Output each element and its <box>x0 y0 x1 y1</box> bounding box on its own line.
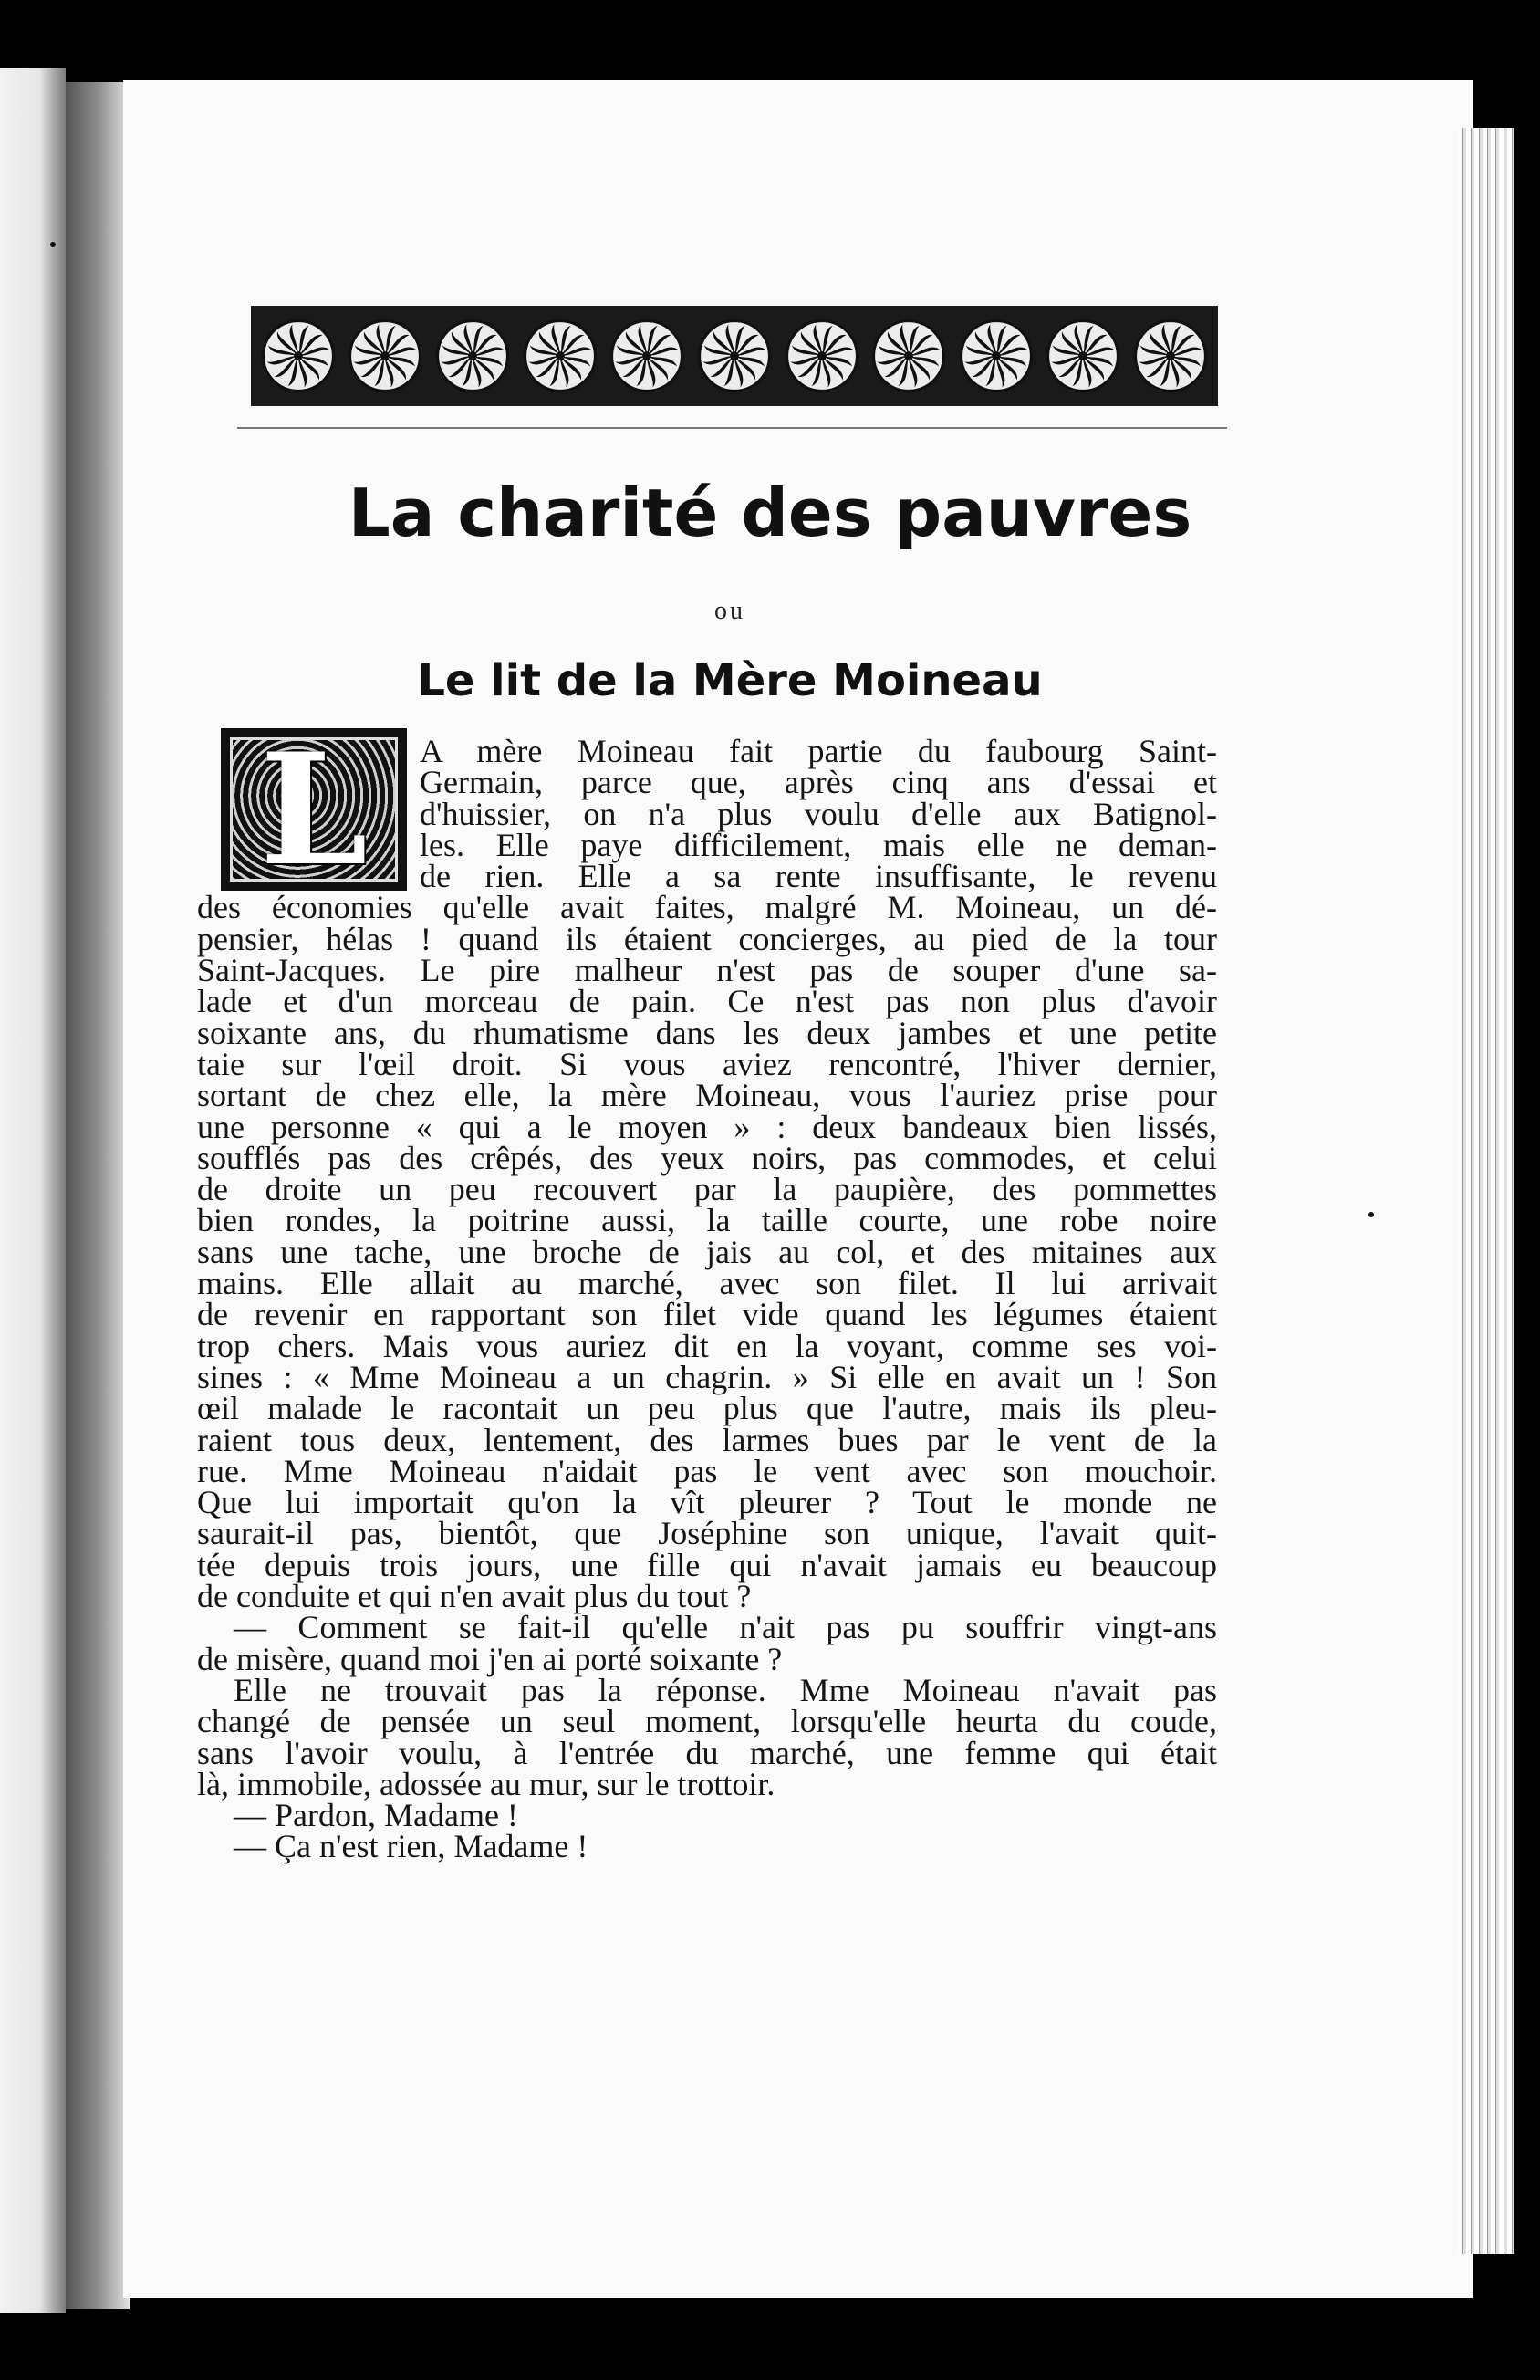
text-line: là, immobile, adossée au mur, sur le trottoir. <box>197 1765 775 1802</box>
page-edges <box>1458 128 1514 2254</box>
text-line: sans une tache, une broche de jais au col, et des mitaines aux <box>197 1233 1217 1270</box>
text-line: Saint-Jacques. Le pire malheur n'est pas de souper d'une sa- <box>197 952 1217 989</box>
text-line: trop chers. Mais vous auriez dit en la voyant, comme ses voi- <box>197 1327 1217 1364</box>
rosette-ornament <box>523 318 598 393</box>
page-title: La charité des pauvres <box>348 475 1192 551</box>
rosette-ornament <box>959 318 1034 393</box>
text-line: une personne « qui a le moyen » : deux bandeaux bien lissés, <box>197 1108 1217 1145</box>
text-line: rue. Mme Moineau n'aidait pas le vent avec son mouchoir. <box>197 1452 1217 1489</box>
text-line: des économies qu'elle avait faites, malgré M. Moineau, un dé- <box>197 889 1217 926</box>
rosette-ornament <box>1046 318 1120 393</box>
text-line: Elle ne trouvait pas la réponse. Mme Moineau n'avait pas <box>234 1671 1217 1708</box>
text-line: — Ça n'est rien, Madame ! <box>234 1828 588 1865</box>
subtitle: Le lit de la Mère Moineau <box>417 655 1043 706</box>
rosette-ornament <box>435 318 510 393</box>
text-line: A mère Moineau fait partie du faubourg Saint- <box>420 733 1217 769</box>
text-line: sortant de chez elle, la mère Moineau, vous l'auriez prise pour <box>197 1077 1217 1114</box>
body-text <box>197 733 1217 1865</box>
text-line: — Comment se fait-il qu'elle n'ait pas pu souffrir vingt-ans <box>234 1609 1217 1646</box>
text-line: changé de pensée un seul moment, lorsqu'elle heurta du coude, <box>197 1703 1217 1740</box>
text-line: bien rondes, la poitrine aussi, la taille courte, une robe noire <box>197 1202 1217 1239</box>
text-line: sans l'avoir voulu, à l'entrée du marché, une femme qui était <box>197 1734 1217 1771</box>
drop-cap-letter: L <box>259 719 369 900</box>
text-line: lade et d'un morceau de pain. Ce n'est pas non plus d'avoir <box>197 983 1217 1020</box>
text-line: de misère, quand moi j'en ai porté soixante ? <box>197 1640 783 1677</box>
text-line: Germain, parce que, après cinq ans d'essai et <box>420 764 1217 801</box>
speck-mark <box>1368 1212 1374 1217</box>
text-line: mains. Elle allait au marché, avec son filet. Il lui arrivait <box>197 1265 1217 1302</box>
text-line: pensier, hélas ! quand ils étaient concierges, au pied de la tour <box>197 920 1217 957</box>
text-line: de revenir en rapportant son filet vide quand les légumes étaient <box>197 1296 1217 1333</box>
facing-page-edge <box>0 68 66 2313</box>
rosette-ornament <box>785 318 859 393</box>
title-connector: ou <box>714 597 745 625</box>
text-line: œil malade le racontait un peu plus que l'autre, mais ils pleu- <box>197 1390 1217 1427</box>
text-line: soixante ans, du rhumatisme dans les deux jambes et une petite <box>197 1014 1217 1051</box>
rosette-ornament <box>348 318 422 393</box>
text-line: raient tous deux, lentement, des larmes bues par le vent de la <box>197 1421 1217 1458</box>
text-line: les. Elle paye difficilement, mais elle ne deman- <box>420 826 1217 863</box>
text-line: — Pardon, Madame ! <box>234 1797 518 1834</box>
ornamental-frieze <box>251 306 1218 406</box>
rosette-ornament <box>871 318 946 393</box>
header-rule <box>237 427 1227 429</box>
text-line: tée depuis trois jours, une fille qui n'avait jamais eu beaucoup <box>197 1546 1217 1583</box>
text-line: de droite un peu recouvert par la paupière, des pommettes <box>197 1171 1217 1208</box>
text-line: saurait-il pas, bientôt, que Joséphine son unique, l'avait quit- <box>197 1515 1217 1552</box>
text-line: soufflés pas des crêpés, des yeux noirs, pas commodes, et celui <box>197 1139 1217 1176</box>
text-line: de conduite et qui n'en avait plus du tout ? <box>197 1578 752 1615</box>
rosette-ornament <box>697 318 772 393</box>
speck-mark <box>50 242 56 247</box>
rosette-ornament <box>609 318 684 393</box>
text-line: Que lui importait qu'on la vît pleurer ? Tout le monde ne <box>197 1484 1217 1521</box>
rosette-ornament <box>261 318 336 393</box>
text-line: de rien. Elle a sa rente insuffisante, le revenu <box>420 858 1217 895</box>
book-gutter <box>66 82 130 2309</box>
rosette-ornament <box>1133 318 1208 393</box>
text-line: d'huissier, on n'a plus voulu d'elle aux Batignol- <box>420 795 1217 832</box>
text-line: sines : « Mme Moineau a un chagrin. » Si elle en avait un ! Son <box>197 1358 1217 1395</box>
text-line: taie sur l'œil droit. Si vous aviez rencontré, l'hiver dernier, <box>197 1045 1217 1082</box>
